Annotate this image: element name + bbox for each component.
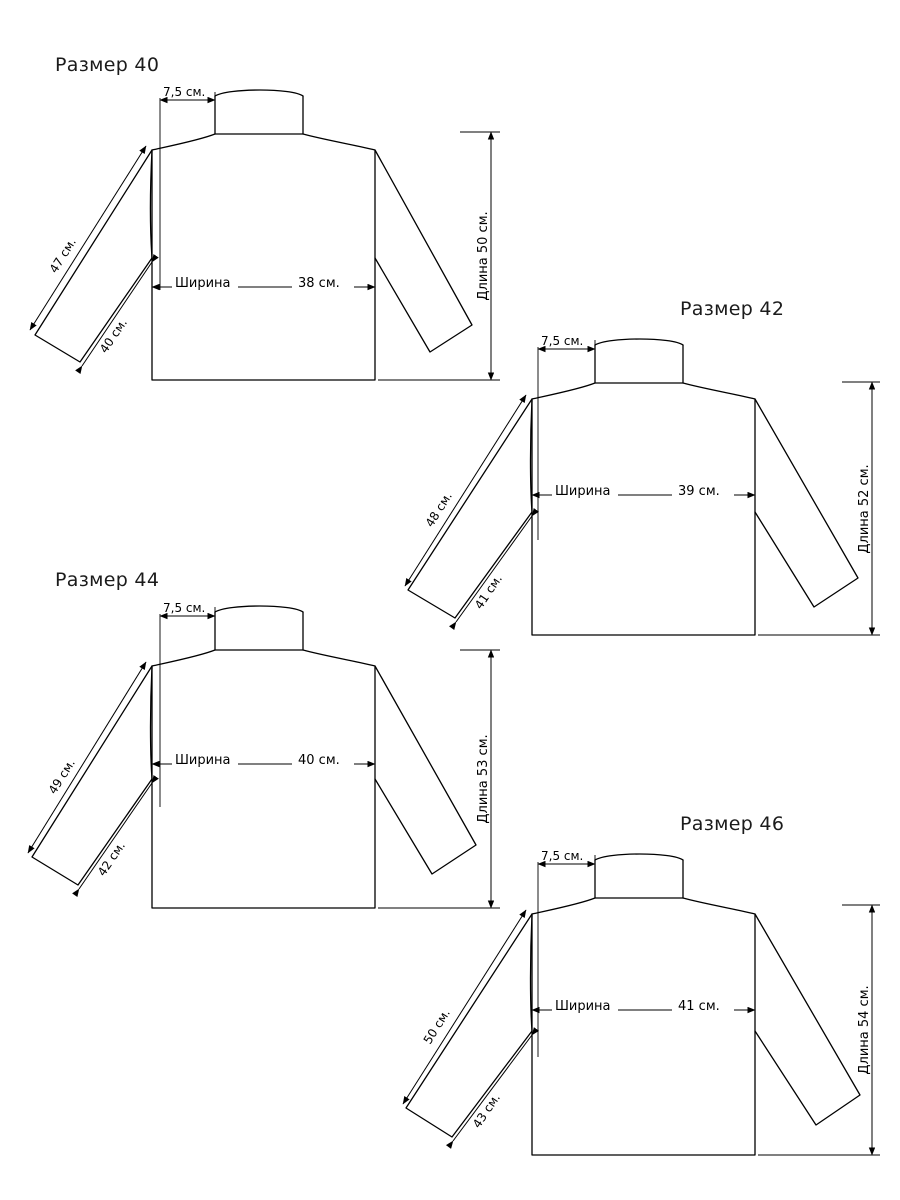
sleeve-inner-dimension-44	[79, 783, 152, 889]
sleeve-outer-label-44: 49 см.	[45, 756, 78, 797]
sleeve-outer-label-40: 47 см.	[46, 235, 79, 276]
size-block-46	[380, 805, 900, 1185]
width-value-40: 38 см.	[298, 276, 340, 291]
shoulder-dimension-46	[538, 849, 595, 1057]
width-caption-46: Ширина	[555, 999, 611, 1014]
length-dimension-46	[758, 905, 880, 1155]
sleeve-outer-dimension-40	[30, 146, 146, 330]
size-block-46-title: Размер 46	[680, 813, 785, 835]
length-dimension-42	[758, 382, 880, 635]
sleeve-outer-label-42: 48 см.	[422, 489, 455, 530]
shoulder-dimension-42	[538, 334, 595, 540]
shoulder-dimension-40	[160, 85, 215, 290]
shoulder-label-42: 7,5 см.	[541, 334, 584, 348]
sleeve-inner-label-42: 41 см.	[471, 571, 506, 612]
length-label-46: Длина 54 см.	[857, 985, 872, 1075]
shoulder-dimension-44	[160, 601, 215, 807]
width-value-44: 40 см.	[298, 753, 340, 768]
width-caption-42: Ширина	[555, 484, 611, 499]
length-label-44: Длина 53 см.	[476, 734, 491, 824]
sleeve-inner-label-46: 43 см.	[469, 1090, 504, 1131]
size-block-40-title: Размер 40	[55, 54, 160, 76]
width-caption-44: Ширина	[175, 753, 231, 768]
length-label-40: Длина 50 см.	[476, 211, 491, 301]
sleeve-outer-dimension-46	[403, 910, 526, 1104]
sleeve-outer-label-46: 50 см.	[420, 1006, 453, 1047]
sweater-outline-46	[406, 854, 860, 1155]
width-value-42: 39 см.	[678, 484, 720, 499]
shoulder-label-44: 7,5 см.	[163, 601, 206, 615]
size-block-42-title: Размер 42	[680, 298, 785, 320]
width-dimension-44	[152, 751, 375, 769]
width-dimension-46	[532, 997, 755, 1015]
size-block-44-title: Размер 44	[55, 569, 160, 591]
shoulder-label-46: 7,5 см.	[541, 849, 584, 863]
sleeve-inner-dimension-40	[82, 262, 152, 366]
size-block-46-drawing	[380, 805, 900, 1185]
width-dimension-40	[152, 274, 375, 292]
width-value-46: 41 см.	[678, 999, 720, 1014]
sleeve-inner-label-44: 42 см.	[94, 838, 129, 879]
shoulder-label-40: 7,5 см.	[163, 85, 206, 99]
sleeve-inner-dimension-46	[453, 1035, 532, 1141]
sleeve-outer-dimension-44	[28, 662, 146, 853]
width-dimension-42	[532, 482, 755, 500]
length-label-42: Длина 52 см.	[857, 464, 872, 554]
width-caption-40: Ширина	[175, 276, 231, 291]
sleeve-inner-label-40: 40 см.	[96, 315, 131, 356]
